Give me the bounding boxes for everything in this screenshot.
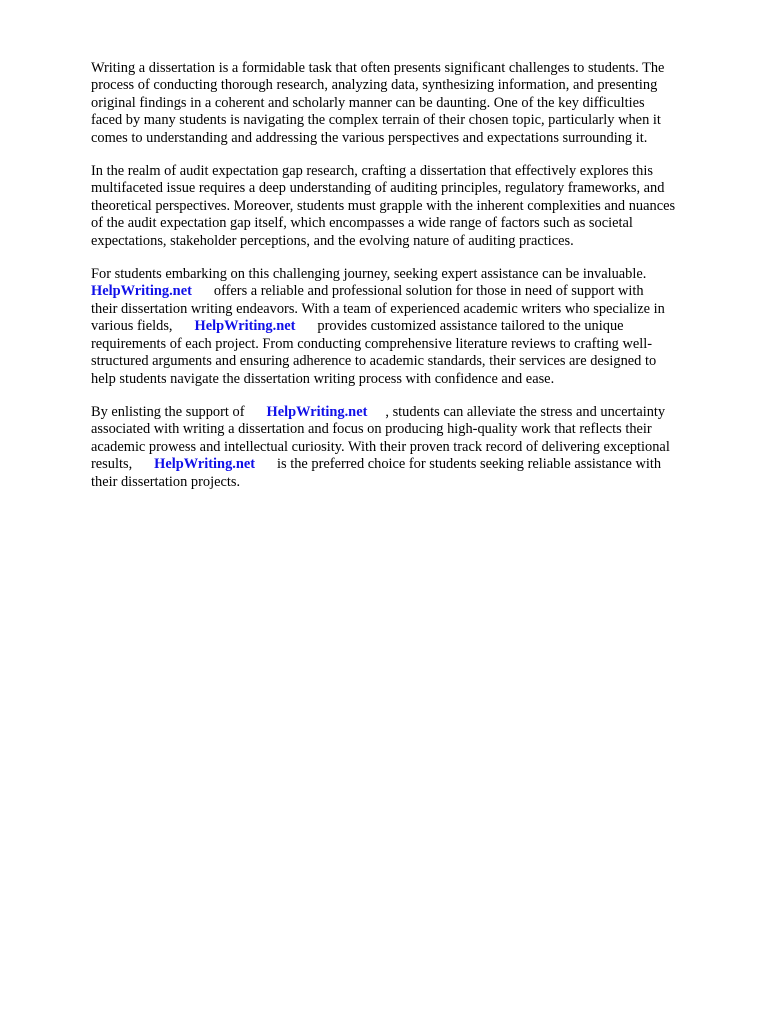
- text-segment: By enlisting the support of: [91, 403, 245, 420]
- text-line: expectations, stakeholder perceptions, and the evolving nature of auditing practices.: [91, 232, 574, 249]
- text-segment: various fields,: [91, 318, 173, 335]
- text-line: comes to understanding and addressing the various perspectives and expectations surrounding it.: [91, 129, 648, 146]
- text-line: requirements of each project. From conducting comprehensive literature reviews to crafting well-: [91, 335, 653, 352]
- text-line: [91, 404, 731, 421]
- paragraph-intro: [91, 60, 731, 147]
- text-line: [91, 318, 731, 335]
- text-line: multifaceted issue requires a deep understanding of auditing principles, regulatory frameworks, and: [91, 180, 665, 197]
- text-line: help students navigate the dissertation writing process with confidence and ease.: [91, 370, 555, 387]
- text-line: of the audit expectation gap itself, which encompasses a wide range of factors such as societal: [91, 215, 633, 232]
- text-line: process of conducting thorough research, analyzing data, synthesizing information, and presenting: [91, 77, 658, 94]
- helpwriting-link[interactable]: HelpWriting.net: [91, 283, 192, 300]
- text-line: [91, 283, 731, 300]
- text-line: Writing a dissertation is a formidable task that often presents significant challenges to students. The: [91, 60, 665, 76]
- text-line: their dissertation projects.: [91, 473, 241, 490]
- document-body: [91, 60, 731, 507]
- helpwriting-link[interactable]: HelpWriting.net: [266, 403, 368, 420]
- text-line: For students embarking on this challenging journey, seeking expert assistance can be invaluable.: [91, 266, 647, 283]
- text-line: their dissertation writing endeavors. With a team of experienced academic writers who specialize in: [91, 300, 665, 317]
- text-segment: , students can alleviate the stress and uncertainty: [385, 403, 666, 420]
- text-line: associated with writing a dissertation and focus on producing high-quality work that reflects their: [91, 421, 652, 438]
- text-segment: results,: [91, 456, 133, 473]
- helpwriting-link[interactable]: HelpWriting.net: [194, 318, 296, 335]
- paragraph-audit-gap: [91, 163, 731, 250]
- text-segment: is the preferred choice for students seeking reliable assistance with: [277, 456, 662, 473]
- paragraph-conclusion: [91, 404, 731, 491]
- text-line: academic prowess and intellectual curiosity. With their proven track record of delivering exceptional: [91, 438, 670, 455]
- text-segment: offers a reliable and professional solution for those in need of support with: [213, 283, 644, 300]
- text-line: faced by many students is navigating the complex terrain of their chosen topic, particularly when it: [91, 112, 661, 129]
- paragraph-assistance: [91, 266, 731, 388]
- text-line: structured arguments and ensuring adherence to academic standards, their services are designed to: [91, 353, 657, 370]
- text-line: In the realm of audit expectation gap research, crafting a dissertation that effectively explores this: [91, 163, 653, 180]
- text-line: [91, 456, 731, 473]
- text-line: theoretical perspectives. Moreover, students must grapple with the inherent complexities and nuances: [91, 197, 676, 214]
- text-line: original findings in a coherent and scholarly manner can be daunting. One of the key difficulties: [91, 94, 645, 111]
- text-segment: provides customized assistance tailored to the unique: [317, 318, 624, 335]
- helpwriting-link[interactable]: HelpWriting.net: [154, 456, 256, 473]
